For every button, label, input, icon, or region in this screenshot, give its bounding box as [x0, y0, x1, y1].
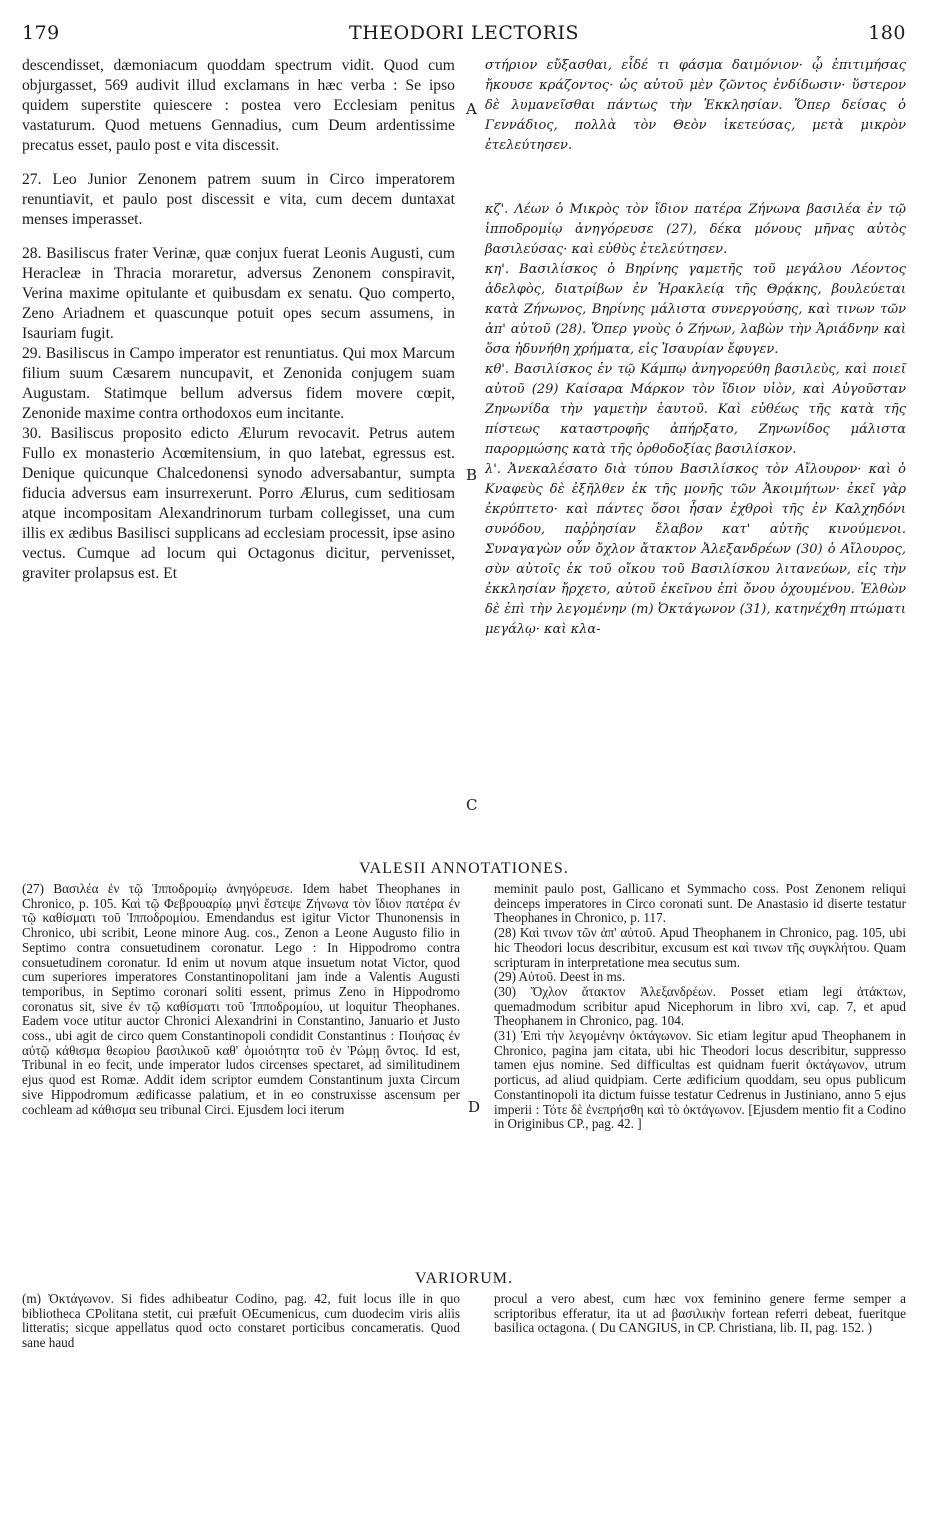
latin-paragraph: descendisset, dæmoniacum quoddam spectrum vidit. Quod cum objurgasset, 569 audivit illud exclamans in hæc verba : Se ipso quidem superstite quiescere : postea vero Ecclesiam penitus vastaturum. Quod metuens Gennadius, cum Deum ardentissime precatus esset, paulo post e vita discessit.: [22, 57, 455, 154]
margin-letter-a: A: [466, 100, 477, 118]
valesii-right-column: [476, 882, 906, 1264]
valesii-left-column: [22, 882, 476, 1264]
margin-letter-c: C: [466, 796, 478, 814]
page: [22, 22, 906, 1351]
greek-column: [467, 56, 906, 854]
page-number-left: 179: [22, 22, 60, 44]
latin-column: [22, 56, 467, 854]
latin-paragraph: 28. Basiliscus frater Verinæ, quæ conjux fuerat Leonis Augusti, cum Heracleæ in Thracia moraretur, adversus Zenonem conspiravit, Verina maxime opitulante et quibusdam ex senatu. Quo comperto, Zeno Ariadnem et quascunque potuit opes secum assumens, in Isauriam fugit.: [22, 245, 455, 342]
greek-paragraph: στήριον εὔξασθαι, εἶδέ τι φάσμα δαιμόνιον· ᾧ ἐπιτιμήσας ἤκουσε κράζοντος· ὡς αὐτοῦ μὲν ζῶντος ἐνδίδωσιν· ὕστερον δὲ λυμανεῖσθαι πάντως τὴν Ἐκκλησίαν. Ὅπερ δείσας ὁ Γεννάδιος, πολλὰ τὸν Θεὸν ἱκετεύσας, μετὰ μικρὸν ἐτελεύτησεν.: [484, 58, 906, 153]
latin-paragraph: 30. Basiliscus proposito edicto Ælurum revocavit. Petrus autem Fullo ex monasterio Acœmitensium, in quo latebat, egressus est. Denique quicunque Chalcedonensi synodo adversabantur, sumpta fiducia adversus eam insurrexerunt. Porro Ælurus, cum seditiosam atque incompositam Alexandrinorum turbam collegisset, una cum illis ex ædibus Basilisci supplicans ad ecclesiam processit, ipse asino vectus. Cumque ad locum qui Octagonus dicitur, pervenisset, graviter prolapsus est. Et: [22, 425, 455, 582]
section-title-variorum: VARIORUM.: [414, 1270, 514, 1287]
note-paragraph: procul a vero abest, cum hæc vox feminino genere ferme semper a scriptoribus efferatur, ita ut ad βασιλικὴν fortean referri debeat, fueritque basilica octagona. ( Du CANGIUS, in CP. Christiana, lib. II, pag. 152. ): [494, 1291, 906, 1336]
note-paragraph: meminit paulo post, Gallicano et Symmacho coss. Post Zenonem reliqui deinceps imperatores in Circo coronati sunt. De Anastasio id diserte testatur Theophanes in Chronico, p. 117.: [494, 881, 906, 926]
greek-paragraph: λ'. Ἀνεκαλέσατο διὰ τύπου Βασιλίσκος τὸν Αἴλουρον· καὶ ὁ Κναφεὺς δὲ ἐξῆλθεν ἐκ τῆς μονῆς τῶν Ἀκοιμήτων· ἐκεῖ γὰρ ἐκρύπτετο· καὶ πάντες ὅσοι ἦσαν ἐχθροὶ τῆς ἐν Καλχηδόνι συνόδου, παῤῥησίαν ἔλαβον κατ' αὐτῆς κινούμενοι. Συναγαγὼν οὖν ὄχλον ἄτακτον Ἀλεξανδρέων (30) ὁ Αἴλουρος, σὺν αὐτοῖς ἐκ τοῦ οἴκου τοῦ Βασιλίσκου λιτανεύων, εἰς τὴν ἐκκλησίαν ἤρχετο, αὐτοῦ ἐκεῖνου ἐπὶ ὄνου ὀχουμένου. Ἐλθὼν δὲ ἐπὶ τὴν λεγομένην (m) Ὀκτάγωνον (31), κατηνέχθη πτώματι μεγάλῳ· καὶ κλα-: [484, 462, 906, 637]
greek-paragraph: κζ'. Λέων ὁ Μικρὸς τὸν ἴδιον πατέρα Ζήνωνα βασιλέα ἐν τῷ ἱπποδρομίῳ ἀνηγόρευσε (27), δέκα μόνους μῆνας αὐτὸς βασιλεύσας· καὶ εὐθὺς ἐτελεύτησεν.: [484, 202, 906, 257]
greek-paragraph: κθ'. Βασιλίσκος ἐν τῷ Κάμπῳ ἀνηγορεύθη βασιλεὺς, καὶ ποιεῖ αὐτοῦ (29) Καίσαρα Μάρκον τὸν ἴδιον υἱὸν, καὶ Αὐγοῦσταν Ζηνωνίδα τὴν γαμετὴν ἑαυτοῦ. Καὶ εὐθέως τῆς κατὰ τῆς πίστεως καταστροφῆς ἀπήρξατο, Ζηνωνίδος μάλιστα παρορμώσης κατὰ τῆς ὀρθοδοξίας βασιλίσκον.: [484, 362, 906, 457]
note-paragraph: (29) Αὐτοῦ. Deest in ms.: [494, 969, 626, 985]
note-paragraph: (27) Βασιλέα ἐν τῷ Ἱπποδρομίῳ ἀνηγόρευσε. Idem habet Theophanes in Chronico, p. 105. Καὶ τῷ Φεβρουαρίῳ μηνὶ ἔστεψε Ζήνωνα τὸν ἴδιον πατέρα ἐν τῷ καθίσματι τοῦ Ἱπποδρομίου. Emendandus est igitur Victor Thunonensis in Chronico, ubi scribit, Leone minore Aug. cos., Zenon a Leone Augusto filio in Septimo contra consuetudinem coronatur. Lego : In Hippodromo contra consuetudinem coronatur. Id enim ut novum atque insuetum notat Victor, quod cum superiores imperatores Constantinopolitani jam inde a Valentis Augusti temporibus, in Septimo coronari soliti essent, primus Zeno in Hippodromo coronatus sit, sive ἐν τῷ καθίσματι τοῦ Ἱπποδρομίου, ut loquitur Theophanes. Eadem voce utitur auctor Chronici Alexandrini in Constantino, Januario et Justo coss., ubi agit de circo quem Constantinopoli condidit Constantinus : Ποιήσας ἐν αὐτῷ κάθισμα θεωρίου βασιλικοῦ καθ' ὁμοιότητα τοῦ ἐν Ῥώμῃ ὄντος. Id est, Tribunal in eo fecit, unde imperator ludos circenses spectaret, ad similitudinem ejus quod est Romæ. Addit idem scriptor eumdem Constantinum juxta Circum sive Hippodromum ædificasse palatium, et in eo construxisse ascensum per cochleam ad κάθισμα seu tribunal Circi. Ejusdem loci iterum: [22, 881, 460, 1117]
greek-paragraph: κη'. Βασιλίσκος ὁ Βηρίνης γαμετῆς τοῦ μεγάλου Λέοντος ἀδελφὸς, διατρίβων ἐν Ἡρακλείᾳ τῆς Θρᾴκης, βουλεύεται κατὰ Ζήνωνος, Βηρίνης μάλιστα συνεργούσης, καὶ τινων τῶν ἀπ' αὐτοῦ (28). Ὅπερ γνοὺς ὁ Ζήνων, λαβὼν τὴν Ἀριάδνην καὶ ὅσα ἠδυνήθη χρήματα, εἰς Ἰσαυρίαν ἔφυγεν.: [484, 262, 906, 357]
latin-paragraph: 27. Leo Junior Zenonem patrem suum in Circo imperatorem renuntiavit, et paulo post discessit e vita, cum decem duntaxat menses imperasset.: [22, 171, 455, 228]
variorum-right-column: [476, 1292, 906, 1351]
main-text: [22, 56, 906, 854]
section-title-valesii: VALESII ANNOTATIONES.: [359, 860, 569, 877]
note-paragraph: (31) Ἐπὶ τὴν λεγομένην ὀκτάγωνον. Sic etiam legitur apud Theophanem in Chronico, pagina jam citata, ubi hic Theodori locus describitur, suppresso tamen ejus nomine. Sed difficultas est quidnam fuerit ὀκτάγωνον, utrum porticus, ad aliud quidpiam. Certe ædificium quoddam, seu opus publicum Constantinopoli ita dictum fuisse testatur Cedrenus in Justiniano, anno 5 ejus imperii : Τότε δὲ ἐνεπρήσθη καὶ τὸ ὀκτάγωνον. [Ejusdem mentio fit a Codino in Originibus CP., pag. 42. ]: [494, 1028, 906, 1132]
note-paragraph: (m) Ὀκτάγωνον. Si fides adhibeatur Codino, pag. 42, fuit locus ille in quo bibliotheca CPolitana stetit, cui præfuit OEcumenicus, cum duodecim viris aliis litteratis; sicque appellatus quod octo constaret porticibus concameratis. Quod sane haud: [22, 1291, 460, 1351]
note-paragraph: (28) Καὶ τινων τῶν ἀπ' αὐτοῦ. Apud Theophanem in Chronico, pag. 105, ubi hic Theodori locus describitur, excusum est καὶ τινων τῆς συγκλήτου. Quam scripturam in interpretatione mea secutus sum.: [494, 925, 906, 970]
page-number-right: 180: [868, 22, 906, 44]
note-paragraph: (30) Ὄχλον ἄτακτον Ἀλεξανδρέων. Posset etiam legi ἀτάκτων, quemadmodum scribitur apud Nicephorum in libro xvi, cap. 7, et apud Theophanem in Chronico, pag. 104.: [494, 983, 906, 1029]
margin-letter-b: B: [466, 466, 478, 484]
variorum-notes: [22, 1292, 906, 1351]
margin-letter-d: D: [468, 1098, 481, 1116]
running-head: [22, 22, 906, 56]
running-title: THEODORI LECTORIS: [349, 22, 579, 44]
variorum-left-column: [22, 1292, 476, 1351]
valesii-notes: [22, 882, 906, 1264]
latin-paragraph: 29. Basiliscus in Campo imperator est renuntiatus. Qui mox Marcum filium suum Cæsarem nuncupavit, et Zenonida conjugem suam Augustam. Statimque bellum adversus fidem movere cœpit, Zenonide maxime contra orthodoxos eum incitante.: [22, 345, 455, 422]
